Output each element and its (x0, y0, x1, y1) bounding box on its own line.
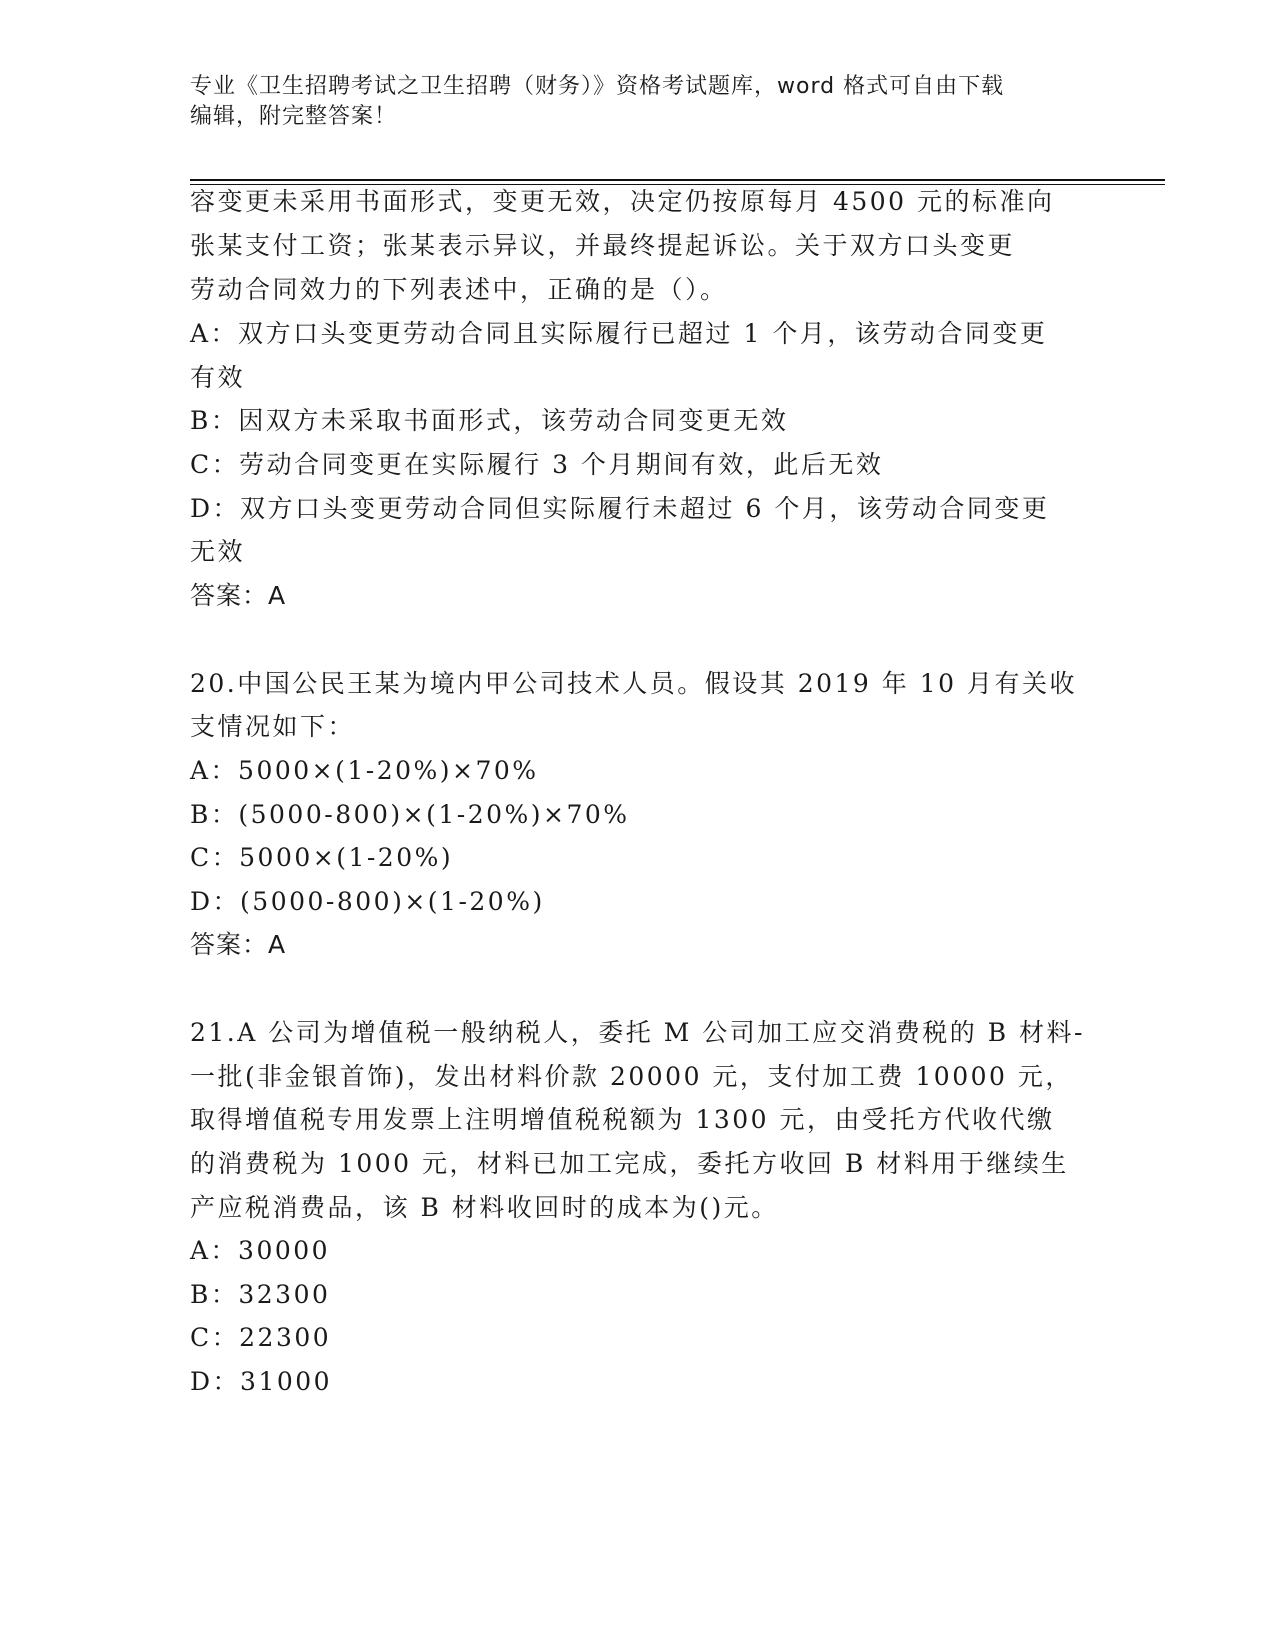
question-21-stem-line-4: 的消费税为 1000 元，材料已加工完成，委托方收回 B 材料用于继续生 (190, 1149, 1069, 1178)
question-21-stem-line-2: 一批(非金银首饰)，发出材料价款 20000 元，支付加工费 10000 元， (190, 1062, 1073, 1091)
question-20-option-a: A：5000×(1-20%)×70% (190, 756, 539, 785)
question-19-stem-line-3: 劳动合同效力的下列表述中，正确的是（）。 (190, 275, 728, 304)
question-20-stem-line-1: 20.中国公民王某为境内甲公司技术人员。假设其 2019 年 10 月有关收 (190, 669, 1077, 698)
question-19-stem-line-2: 张某支付工资；张某表示异议，并最终提起诉讼。关于双方口头变更 (190, 231, 1016, 260)
question-21-option-c: C：22300 (190, 1323, 332, 1352)
question-21-stem-line-1: 21.A 公司为增值税一般纳税人，委托 M 公司加工应交消费税的 B 材料- (190, 1018, 1085, 1047)
header-divider-thin (190, 184, 1165, 185)
question-19-option-a: A：双方口头变更劳动合同且实际履行已超过 1 个月，该劳动合同变更 (190, 319, 1048, 348)
header-line-2: 编辑，附完整答案！ (190, 104, 398, 129)
header-divider-thick (190, 179, 1165, 181)
question-19-option-a-cont: 有效 (190, 363, 246, 392)
question-19-option-c: C：劳动合同变更在实际履行 3 个月期间有效，此后无效 (190, 450, 884, 479)
question-19-answer: 答案：A (190, 581, 287, 610)
question-21-option-b: B：32300 (190, 1280, 331, 1309)
question-20-option-b: B：(5000-800)×(1-20%)×70% (190, 800, 630, 829)
question-19-option-b: B：因双方未采取书面形式，该劳动合同变更无效 (190, 406, 789, 435)
question-20-option-d: D：(5000-800)×(1-20%) (190, 887, 545, 916)
question-19-option-d: D：双方口头变更劳动合同但实际履行未超过 6 个月，该劳动合同变更 (190, 494, 1050, 523)
header-line-1: 专业《卫生招聘考试之卫生招聘（财务）》资格考试题库，word 格式可自由下载 (190, 74, 1005, 99)
question-19-option-d-cont: 无效 (190, 537, 246, 566)
document-header (190, 72, 1090, 132)
question-20-answer: 答案：A (190, 930, 287, 959)
question-20-option-c: C：5000×(1-20%) (190, 843, 454, 872)
question-21-option-d: D：31000 (190, 1367, 333, 1396)
question-19-stem-line-1: 容变更未采用书面形式，变更无效，决定仍按原每月 4500 元的标准向 (190, 187, 1055, 216)
question-21-stem-line-3: 取得增值税专用发票上注明增值税税额为 1300 元，由受托方代收代缴 (190, 1105, 1055, 1134)
question-21-stem-line-5: 产应税消费品，该 B 材料收回时的成本为()元。 (190, 1193, 779, 1222)
question-20-stem-line-2: 支情况如下： (190, 712, 356, 741)
question-21-option-a: A：30000 (190, 1236, 331, 1265)
